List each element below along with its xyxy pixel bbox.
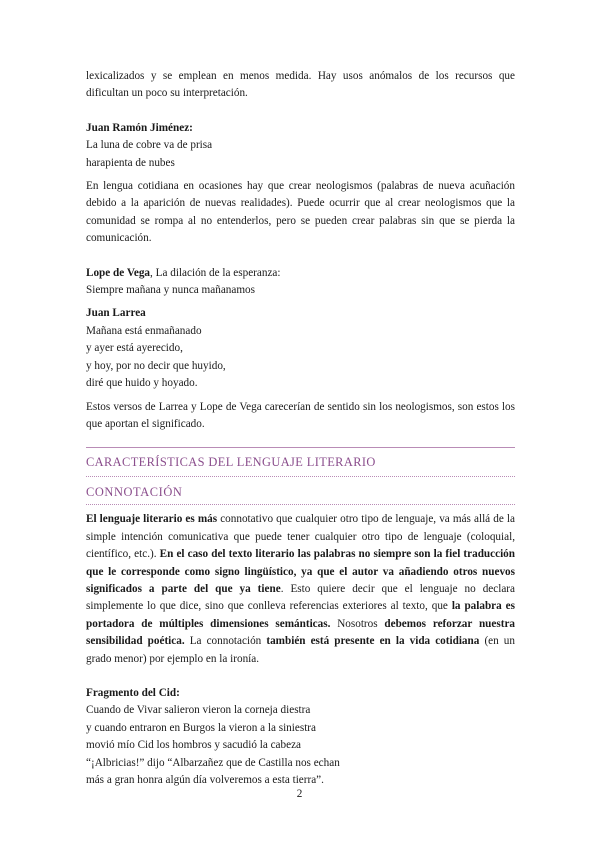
cid-verse-4: “¡Albricias!” dijo “Albarzañez que de Castilla nos echan xyxy=(86,756,340,769)
subsection-title: CONNOTACIÓN xyxy=(86,485,183,500)
lope-verse: Siempre mañana y nunca mañanamos xyxy=(86,284,255,297)
bold-phrase: El lenguaje literario es más xyxy=(86,513,218,526)
cid-verse-1: Cuando de Vivar salieron vieron la corneja diestra xyxy=(86,704,311,717)
bold-phrase: En el caso del texto literario las palabras no siempre son la fiel traducción que le corresponde como signo lingüístico, ya que el autor va añadiendo otros nuevos significados a parte del que ya tiene xyxy=(86,548,515,595)
text-run: (en un grado menor) por ejemplo en la ironía. xyxy=(86,635,515,665)
document-page xyxy=(86,68,515,789)
larrea-comment: Estos versos de Larrea y Lope de Vega carecerían de sentido sin los neologismos, son estos los que aportan el significado. xyxy=(86,400,515,430)
jimenez-verse-1: La luna de cobre va de prisa xyxy=(86,139,213,152)
lope-work: , La dilación de la esperanza: xyxy=(150,266,281,279)
cid-verse-2: y cuando entraron en Burgos la vieron a la siniestra xyxy=(86,721,316,734)
bold-phrase: la palabra es portadora de múltiples dimensiones semánticas. xyxy=(86,600,515,630)
intro-line-1: lexicalizados y se emplean en menos medida. Hay usos anómalos de los recursos que xyxy=(86,70,515,82)
jimenez-verse-2: harapienta de nubes xyxy=(86,156,175,169)
jimenez-author: Juan Ramón Jiménez: xyxy=(86,121,193,134)
text-run: La connotación xyxy=(184,635,267,648)
text-run: connotativo que cualquier otro tipo de lenguaje, va más allá de la simple intención comunicativa que puede tener cualquier otro tipo de lenguaje (coloquial, científico, etc.). xyxy=(86,513,515,561)
cid-verse-5: más a gran honra algún día volveremos a esta tierra”. xyxy=(86,774,324,786)
bold-phrase: debemos reforzar nuestra sensibilidad poética. xyxy=(86,617,515,648)
neologismos-paragraph: En lengua cotidiana en ocasiones hay que crear neologismos (palabras de nueva acuñación debido a la aparición de nuevas realidades). Puede ocurrir que al crear neologismos que la comunidad se rompa al no entenderlos, pero se pueden crear palabras sin que se pierda la comunicación. xyxy=(86,180,515,245)
connotacion-paragraph xyxy=(86,511,515,668)
larrea-verse-1: Mañana está enmañanado xyxy=(86,324,202,337)
larrea-verse-3: y hoy, por no decir que huyido, xyxy=(86,359,226,372)
larrea-verse-4: diré que huido y hoyado. xyxy=(86,377,198,390)
cid-verse-3: movió mío Cid los hombros y sacudió la cabeza xyxy=(86,739,302,752)
page-number: 2 xyxy=(296,788,303,800)
lope-author: Lope de Vega xyxy=(86,266,151,279)
larrea-verse-2: y ayer está ayerecido, xyxy=(86,342,183,355)
bold-phrase: también está presente en la vida cotidiana xyxy=(266,635,480,648)
larrea-author: Juan Larrea xyxy=(86,307,146,320)
section-heading-block xyxy=(86,447,515,505)
intro-line-2: dificultan un poco su interpretación. xyxy=(86,87,248,100)
lope-citation xyxy=(86,265,515,282)
text-run: Nosotros xyxy=(330,617,385,630)
text-run: . Esto quiere decir que el lenguaje no declara simplemente lo que dice, sino que conlleva referencias exteriores al texto, que xyxy=(86,582,515,613)
subsection-rule xyxy=(86,504,515,505)
section-title: CARACTERÍSTICAS DEL LENGUAJE LITERARIO xyxy=(86,455,376,470)
cid-title: Fragmento del Cid: xyxy=(86,686,180,699)
